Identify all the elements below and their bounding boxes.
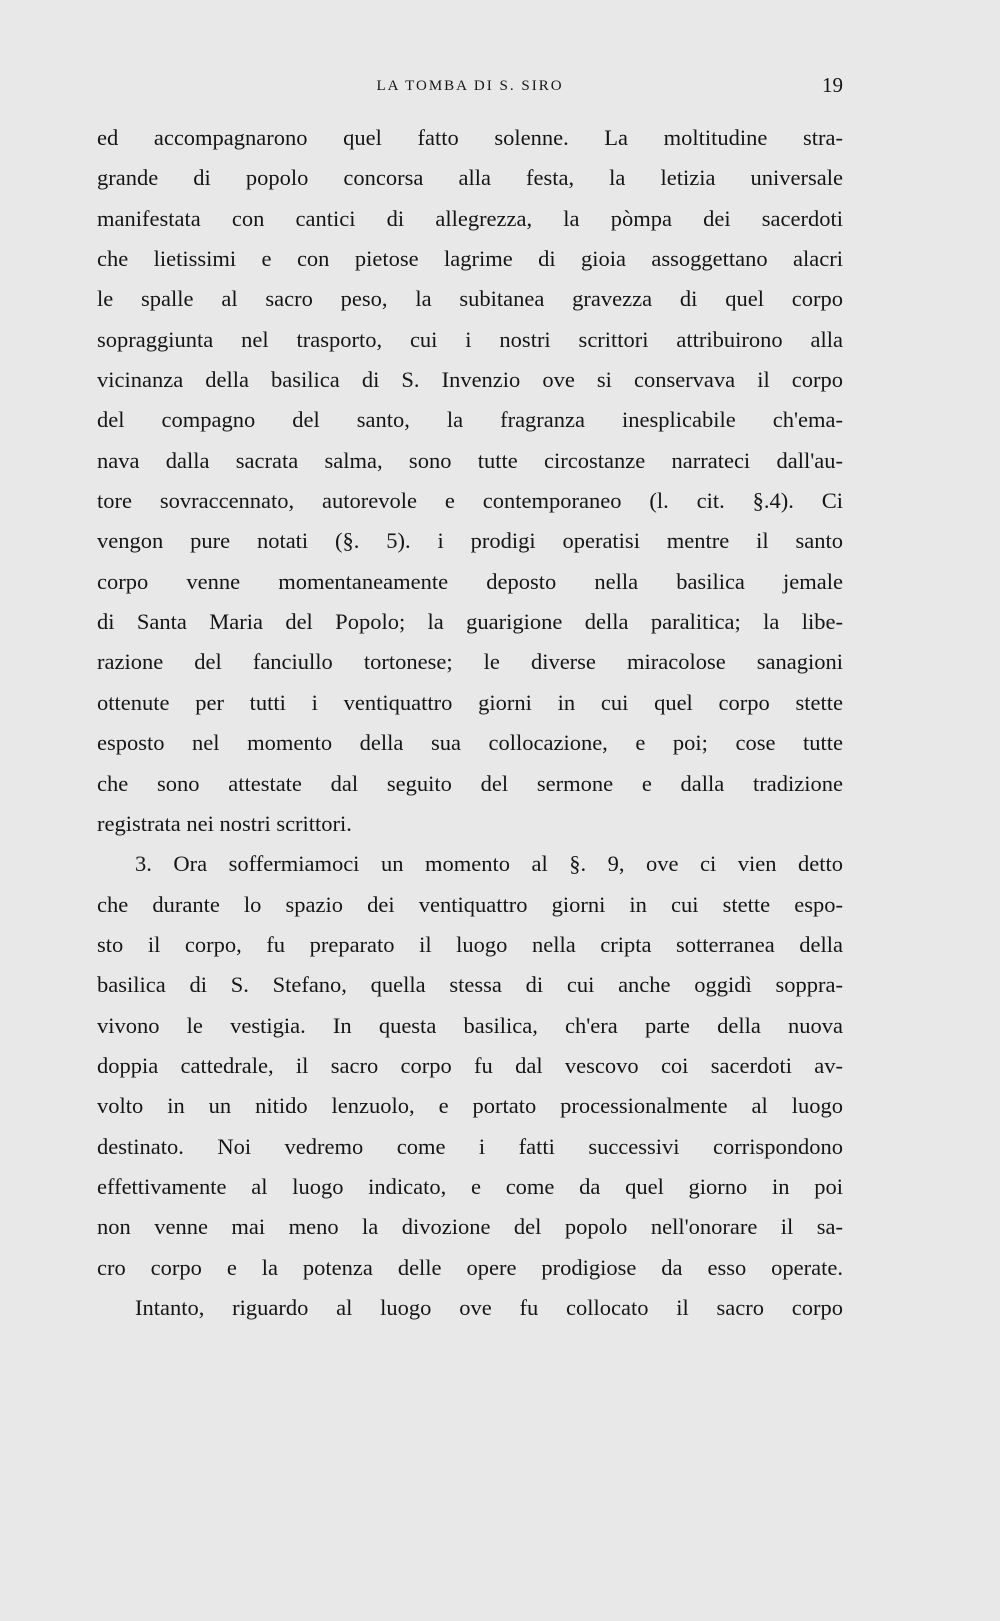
text-line: vengon pure notati (§. 5). i prodigi operatisi mentre il santo <box>97 528 843 554</box>
text-line: cro corpo e la potenza delle opere prodigiose da esso operate. <box>97 1254 843 1280</box>
text-line: che sono attestate dal seguito del sermone e dalla tradizione <box>97 770 843 796</box>
text-line: ed accompagnarono quel fatto solenne. La moltitudine stra- <box>97 125 843 150</box>
text-line: del compagno del santo, la fragranza inesplicabile ch'ema- <box>97 407 843 433</box>
text-line: sto il corpo, fu preparato il luogo nella cripta sotterranea della <box>97 931 843 957</box>
text-line: che lietissimi e con pietose lagrime di gioia assoggettano alacri <box>97 246 843 272</box>
text-line: Intanto, riguardo al luogo ove fu collocato il sacro corpo <box>135 1294 843 1320</box>
text-line: le spalle al sacro peso, la subitanea gravezza di quel corpo <box>97 286 843 312</box>
text-line: non venne mai meno la divozione del popolo nell'onorare il sa- <box>97 1214 843 1240</box>
text-line: tore sovraccennato, autorevole e contemporaneo (l. cit. §.4). Ci <box>97 488 843 514</box>
running-title: LA TOMBA DI S. SIRO <box>376 78 564 94</box>
text-line: grande di popolo concorsa alla festa, la letizia universale <box>97 165 843 191</box>
page-header <box>97 70 843 100</box>
text-line: basilica di S. Stefano, quella stessa di cui anche oggidì soppra- <box>97 972 843 998</box>
text-line: vivono le vestigia. In questa basilica, ch'era parte della nuova <box>97 1012 843 1038</box>
text-line: doppia cattedrale, il sacro corpo fu dal vescovo coi sacerdoti av- <box>97 1052 843 1078</box>
body-text <box>97 118 843 1328</box>
text-line: corpo venne momentaneamente deposto nella basilica jemale <box>97 568 843 594</box>
text-line: manifestata con cantici di allegrezza, la pòmpa dei sacerdoti <box>97 205 843 231</box>
text-line: destinato. Noi vedremo come i fatti successivi corrispondono <box>97 1133 843 1159</box>
text-line: razione del fanciullo tortonese; le diverse miracolose sanagioni <box>97 649 843 675</box>
page-number: 19 <box>822 73 843 97</box>
text-line: ottenute per tutti i ventiquattro giorni in cui quel corpo stette <box>97 689 843 715</box>
text-line: volto in un nitido lenzuolo, e portato processionalmente al luogo <box>97 1093 843 1119</box>
text-line: effettivamente al luogo indicato, e come da quel giorno in poi <box>97 1173 843 1199</box>
text-line: sopraggiunta nel trasporto, cui i nostri scrittori attribuirono alla <box>97 326 843 352</box>
text-line: registrata nei nostri scrittori. <box>97 810 352 836</box>
text-line: di Santa Maria del Popolo; la guarigione della paralitica; la libe- <box>97 609 843 635</box>
text-line: 3. Ora soffermiamoci un momento al §. 9, ove ci vien detto <box>135 851 843 877</box>
text-line: che durante lo spazio dei ventiquattro giorni in cui stette espo- <box>97 891 843 917</box>
text-line: esposto nel momento della sua collocazione, e poi; cose tutte <box>97 730 843 756</box>
text-line: nava dalla sacrata salma, sono tutte circostanze narrateci dall'au- <box>97 447 843 473</box>
text-line: vicinanza della basilica di S. Invenzio ove si conservava il corpo <box>97 367 843 393</box>
